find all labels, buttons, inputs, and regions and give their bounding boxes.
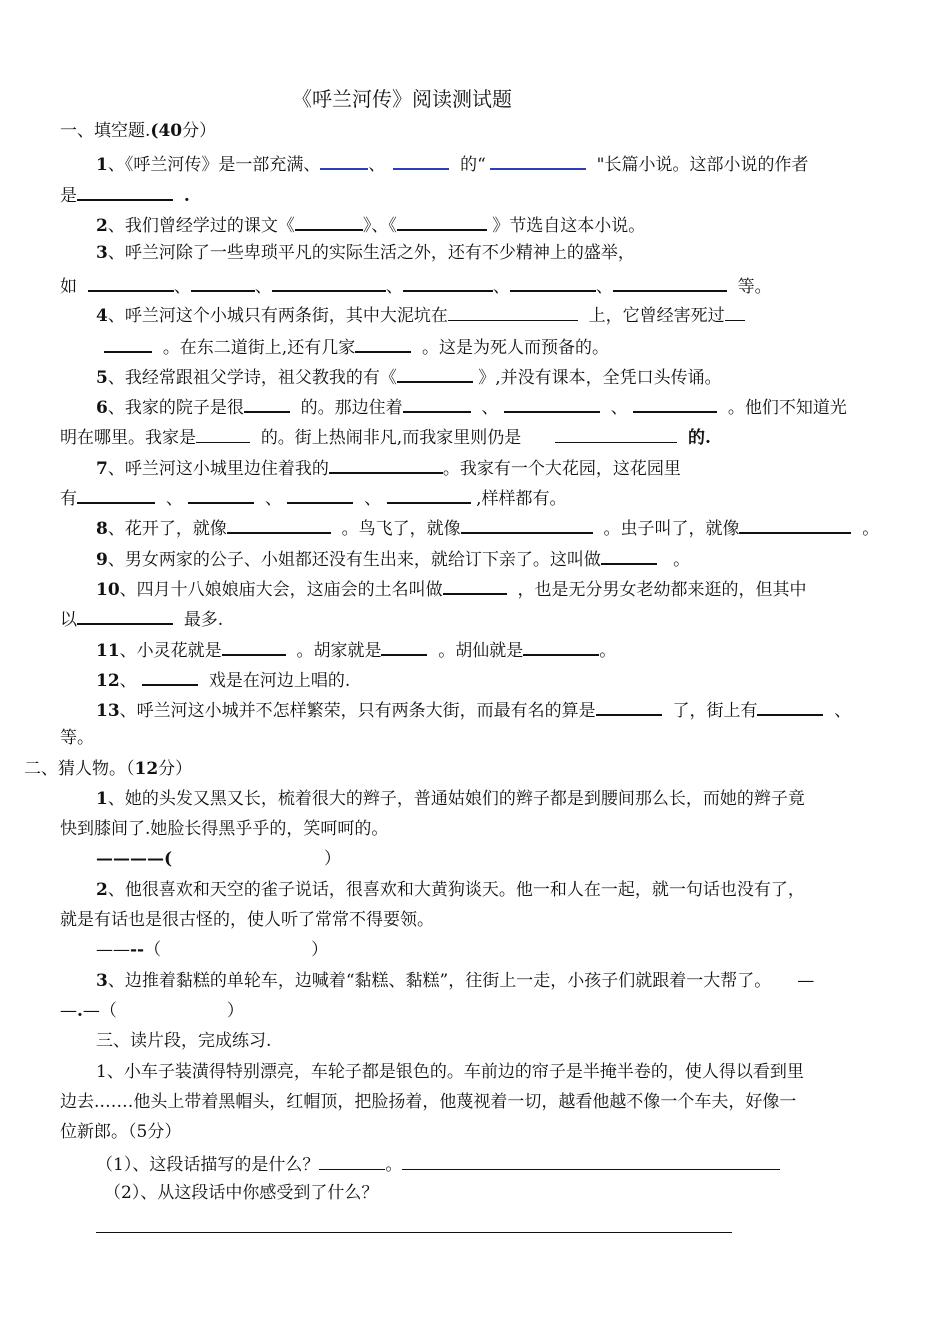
answer-blank[interactable] [320,151,368,170]
passage-line-3: 位新郎。（5分） [60,1122,182,1142]
question-7: 7、呼兰河这小城里边住着我的 。我家有一个大花园，这花园里 [96,455,681,480]
answer-blank[interactable] [739,515,851,534]
answer-blank[interactable] [555,425,677,443]
question-6-cont: 明在哪里。我家是 的。街上热闹非凡,而我家里则仍是 的. [60,425,711,449]
answer-blank[interactable] [490,151,586,170]
answer-blank[interactable] [319,1152,385,1170]
answer-blank[interactable] [272,273,386,292]
answer-blank[interactable] [196,425,250,443]
answer-blank[interactable] [397,212,487,231]
question-13-cont: 等。 [60,728,94,748]
question-1: 1、《呼兰河传》是一部充满、 、 的“ "长篇小说。这部小说的作者 [96,151,809,176]
question-13: 13、呼兰河这小城并不怎样繁荣，只有两条大街，而最有名的算是 了，街上有 、 [96,697,851,722]
question-2: 2、我们曾经学过的课文《 》、《 》节选自这本小说。 [96,212,645,237]
answer-blank[interactable] [142,667,198,686]
answer-blank[interactable] [227,515,331,534]
question-9: 9、男女两家的公子、小姐都还没有生出来，就给订下亲了。这叫做 。 [96,546,690,571]
question-3: 3、呼兰河除了一些卑琐平凡的实际生活之外，还有不少精神上的盛举， [96,243,635,263]
answer-line[interactable] [96,1232,732,1233]
question-6: 6、我家的院子是很 的。那边住着 、 、 。他们不知道光 [96,394,847,419]
answer-blank[interactable] [403,273,493,292]
reading-question-1: （1）、这段话描写的是什么？ 。 [96,1152,780,1176]
answer-blank[interactable] [329,455,443,474]
answer-blank[interactable] [381,637,427,656]
section-2-heading: 二、猜人物。（12分） [24,759,193,779]
passage-line-2: 边去.……他头上带着黑帽头，红帽顶，把脸扬着，他蔑视着一切，越看他越不像一个车夫，好像一 [60,1092,797,1112]
answer-blank[interactable] [188,485,254,504]
answer-blank[interactable] [601,546,657,565]
character-answer-1[interactable]: ————( ） [96,849,342,869]
question-4: 4、呼兰河这个小城只有两条街，其中大泥坑在 上，它曾经害死过 [96,303,745,327]
answer-blank[interactable] [633,394,717,413]
character-clue-1-cont: 快到膝间了.她脸长得黑乎乎的，笑呵呵的。 [60,819,389,839]
answer-blank[interactable] [596,697,662,716]
section-1-heading: 一、填空题.(40分） [60,121,217,141]
question-7-cont: 有 、 、 、 ,样样都有。 [60,485,566,510]
answer-blank[interactable] [397,364,473,383]
character-answer-3[interactable]: —.—（ ） [60,1001,244,1021]
answer-blank[interactable] [222,637,286,656]
answer-blank[interactable] [88,273,174,292]
answer-blank[interactable] [403,394,471,413]
section-3-heading: 三、读片段，完成练习. [96,1031,272,1051]
question-8: 8、花开了，就像 。鸟飞了，就像 。虫子叫了，就像 。 [96,515,879,540]
answer-blank[interactable] [77,606,173,625]
answer-blank[interactable] [104,334,152,353]
answer-blank[interactable] [77,182,173,201]
question-5: 5、我经常跟祖父学诗，祖父教我的有《 》,并没有课本，全凭口头传诵。 [96,364,722,389]
answer-blank[interactable] [504,394,600,413]
character-clue-2-cont: 就是有话也是很古怪的，使人听了常常不得要领。 [60,910,434,930]
answer-blank[interactable] [387,485,471,504]
answer-blank[interactable] [448,303,578,321]
character-clue-2: 2、他很喜欢和天空的雀子说话，很喜欢和大黄狗谈天。他一和人在一起，就一句话也没有了， [96,880,805,900]
question-3-cont: 如 、 、 、 、 、 等。 [60,273,772,298]
answer-blank[interactable] [393,151,449,170]
character-answer-2[interactable]: ——--（ ） [96,940,329,960]
answer-blank[interactable] [244,394,290,413]
answer-blank[interactable] [295,212,363,231]
answer-blank[interactable] [725,303,745,321]
question-1-cont: 是 . [60,182,190,207]
character-clue-3: 3、边推着黏糕的单轮车，边喊着“黏糕、黏糕”，往街上一走，小孩子们就跟着一大帮了。 — [96,971,815,991]
answer-blank[interactable] [510,273,596,292]
answer-blank[interactable] [287,485,353,504]
question-12: 12、 戏是在河边上唱的. [96,667,350,692]
answer-blank[interactable] [461,515,593,534]
answer-blank[interactable] [402,1152,780,1170]
question-4-cont: 。在东二道街上,还有几家 。这是为死人而预备的。 [104,334,609,359]
answer-blank[interactable] [191,273,255,292]
page-title: 《呼兰河传》阅读测试题 [292,87,512,111]
reading-question-2: （2）、从这段话中你感受到了什么？ [104,1183,379,1203]
answer-blank[interactable] [443,576,507,595]
answer-blank[interactable] [77,485,155,504]
passage-line-1: 1、小车子装潢得特别漂亮，车轮子都是银色的。车前边的帘子是半掩半卷的，使人得以看到里 [96,1062,804,1082]
character-clue-1: 1、她的头发又黑又长，梳着很大的辫子，普通姑娘们的辫子都是到腰间那么长，而她的辫子竟 [96,789,805,809]
answer-blank[interactable] [355,334,411,353]
question-11: 11、小灵花就是 。胡家就是 。胡仙就是 。 [96,637,616,662]
question-10: 10、四月十八娘娘庙大会，这庙会的土名叫做 ，也是无分男女老幼都来逛的，但其中 [96,576,806,601]
answer-blank[interactable] [757,697,823,716]
question-10-cont: 以 最多. [60,606,223,631]
answer-blank[interactable] [523,637,599,656]
answer-blank[interactable] [613,273,727,292]
